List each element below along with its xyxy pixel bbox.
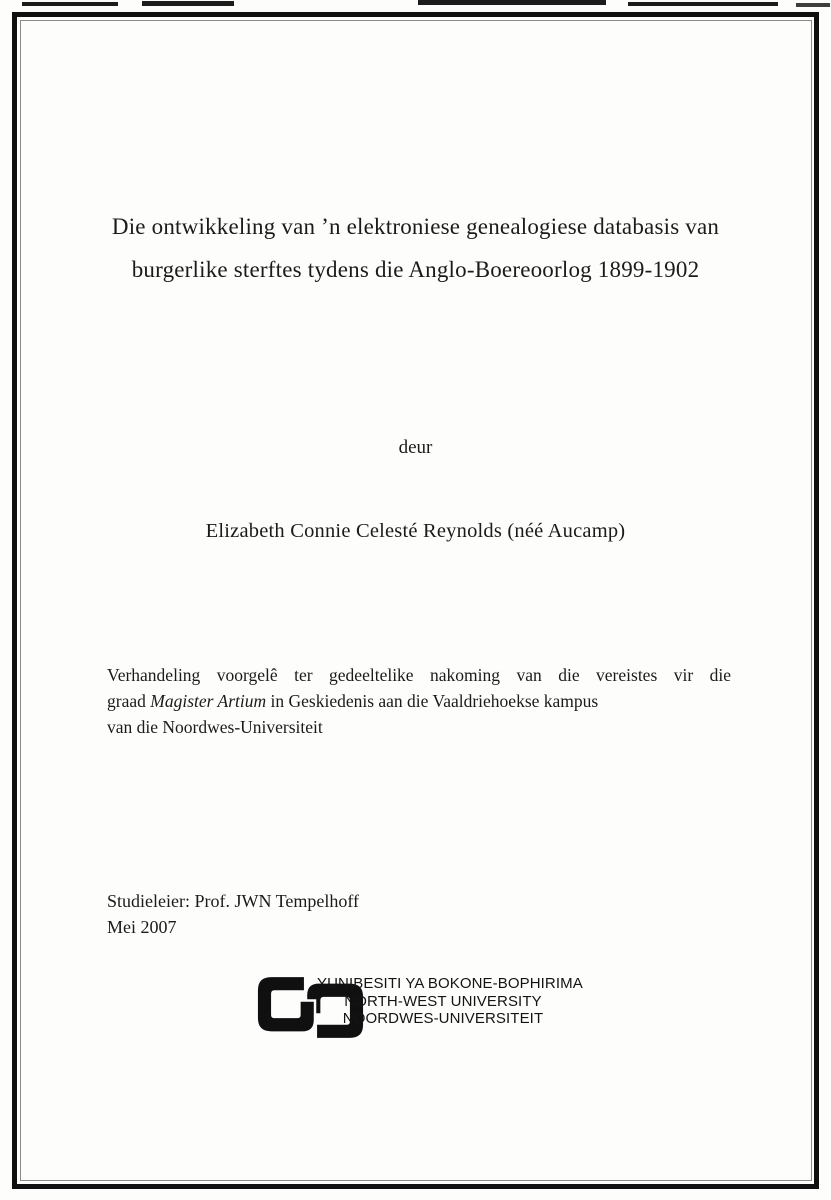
date-line: Mei 2007: [107, 916, 177, 937]
degree-statement: [107, 662, 731, 740]
author-name: Elizabeth Connie Celesté Reynolds (néé Aucamp): [205, 520, 626, 542]
title-line-2: burgerlike sterftes tydens die Anglo-Boereoorlog 1899-1902: [131, 257, 700, 282]
statement-degree-name: Magister Artium: [150, 691, 267, 711]
statement-line-1: Verhandeling voorgelê ter gedeeltelike nakoming van die vereistes vir die: [107, 665, 731, 685]
page-title: [40, 205, 791, 291]
scan-artifact: [418, 0, 606, 5]
title-line-1: Die ontwikkeling van ’n elektroniese genealogiese databasis van: [111, 214, 720, 239]
statement-line-2-post: in Geskiedenis aan die Vaaldriehoekse kampus: [266, 691, 599, 711]
supervisor-line: Studieleier: Prof. JWN Tempelhoff: [107, 891, 360, 911]
statement-line-2: [107, 688, 731, 714]
university-name-afrikaans: NOORDWES-UNIVERSITEIT: [342, 1010, 544, 1027]
university-logo: [253, 969, 583, 1054]
scan-artifact: [22, 2, 118, 6]
supervisor-block: [107, 889, 359, 940]
scan-artifact: [142, 1, 234, 6]
byline: deur: [398, 437, 433, 458]
statement-line-3: van die Noordwes-Universiteit: [107, 717, 323, 737]
scan-artifact: [796, 3, 830, 7]
university-name-block: [317, 975, 583, 1028]
statement-line-2-pre: graad: [107, 691, 151, 711]
university-name-setswana: YUNIBESITI YA BOKONE-BOPHIRIMA: [317, 975, 583, 992]
university-name-english: NORTH-WEST UNIVERSITY: [344, 992, 542, 1010]
scan-artifact: [628, 2, 778, 6]
